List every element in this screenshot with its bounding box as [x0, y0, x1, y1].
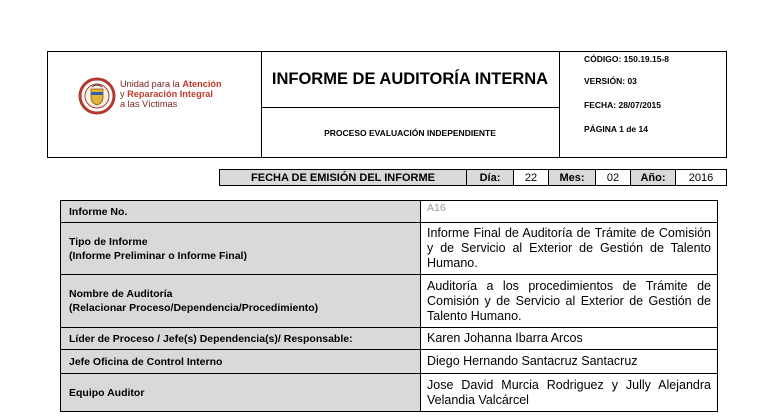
- document-date: FECHA: 28/07/2015: [584, 100, 662, 110]
- table-row: [61, 350, 718, 374]
- report-info-table: [60, 200, 718, 412]
- year-value: 2016: [688, 171, 714, 184]
- table-row: [61, 328, 718, 350]
- table-row: [61, 223, 718, 275]
- table-row: [61, 275, 718, 328]
- logo-wordmark: Unidad para la Atención y Reparación Integral a las Víctimas: [120, 79, 222, 109]
- issue-date-label: FECHA DE EMISIÓN DEL INFORME: [220, 170, 467, 185]
- month-label: Mes:: [549, 170, 596, 185]
- document-title: INFORME DE AUDITORÍA INTERNA: [271, 70, 549, 88]
- report-number-label: Informe No.: [61, 201, 421, 223]
- audit-name-label: Nombre de Auditoría (Relacionar Proceso/Dependencia/Procedimiento): [61, 275, 421, 328]
- issue-date-row: [219, 169, 727, 186]
- organization-logo: [78, 77, 238, 117]
- document-header: [47, 51, 727, 158]
- year-label: Año:: [631, 170, 676, 185]
- report-type-label: Tipo de Informe (Informe Preliminar o Informe Final): [61, 223, 421, 275]
- month-value: 02: [596, 170, 631, 185]
- document-version: VERSIÓN: 03: [584, 76, 637, 86]
- table-row: [61, 374, 718, 412]
- document-code: CÓDIGO: 150.19.15-8: [584, 54, 670, 64]
- process-name: PROCESO EVALUACIÓN INDEPENDIENTE: [324, 128, 496, 138]
- day-label: Día:: [467, 170, 514, 185]
- audit-name-value: Auditoría a los procedimientos de Trámite de Comisión y de Servicio al Exterior de Gestión de Talento Humano.: [421, 275, 718, 328]
- control-chief-label: Jefe Oficina de Control Interno: [61, 350, 421, 374]
- audit-team-label: Equipo Auditor: [61, 374, 421, 412]
- report-type-value: Informe Final de Auditoría de Trámite de Comisión y de Servicio al Exterior de Gestión de Talento Humano.: [421, 223, 718, 275]
- control-chief-value: Diego Hernando Santacruz Santacruz: [421, 350, 718, 374]
- process-leader-label: Líder de Proceso / Jefe(s) Dependencia(s)/ Responsable:: [61, 328, 421, 350]
- table-row: [61, 201, 718, 223]
- process-leader-value: Karen Johanna Ibarra Arcos: [421, 328, 718, 350]
- day-value: 22: [514, 170, 549, 185]
- coat-of-arms-icon: [78, 77, 116, 115]
- page-indicator: PÁGINA 1 de 14: [584, 124, 648, 134]
- audit-team-value: Jose David Murcia Rodriguez y Jully Alejandra Velandia Valcárcel: [421, 374, 718, 412]
- report-number-value: A16: [421, 201, 718, 223]
